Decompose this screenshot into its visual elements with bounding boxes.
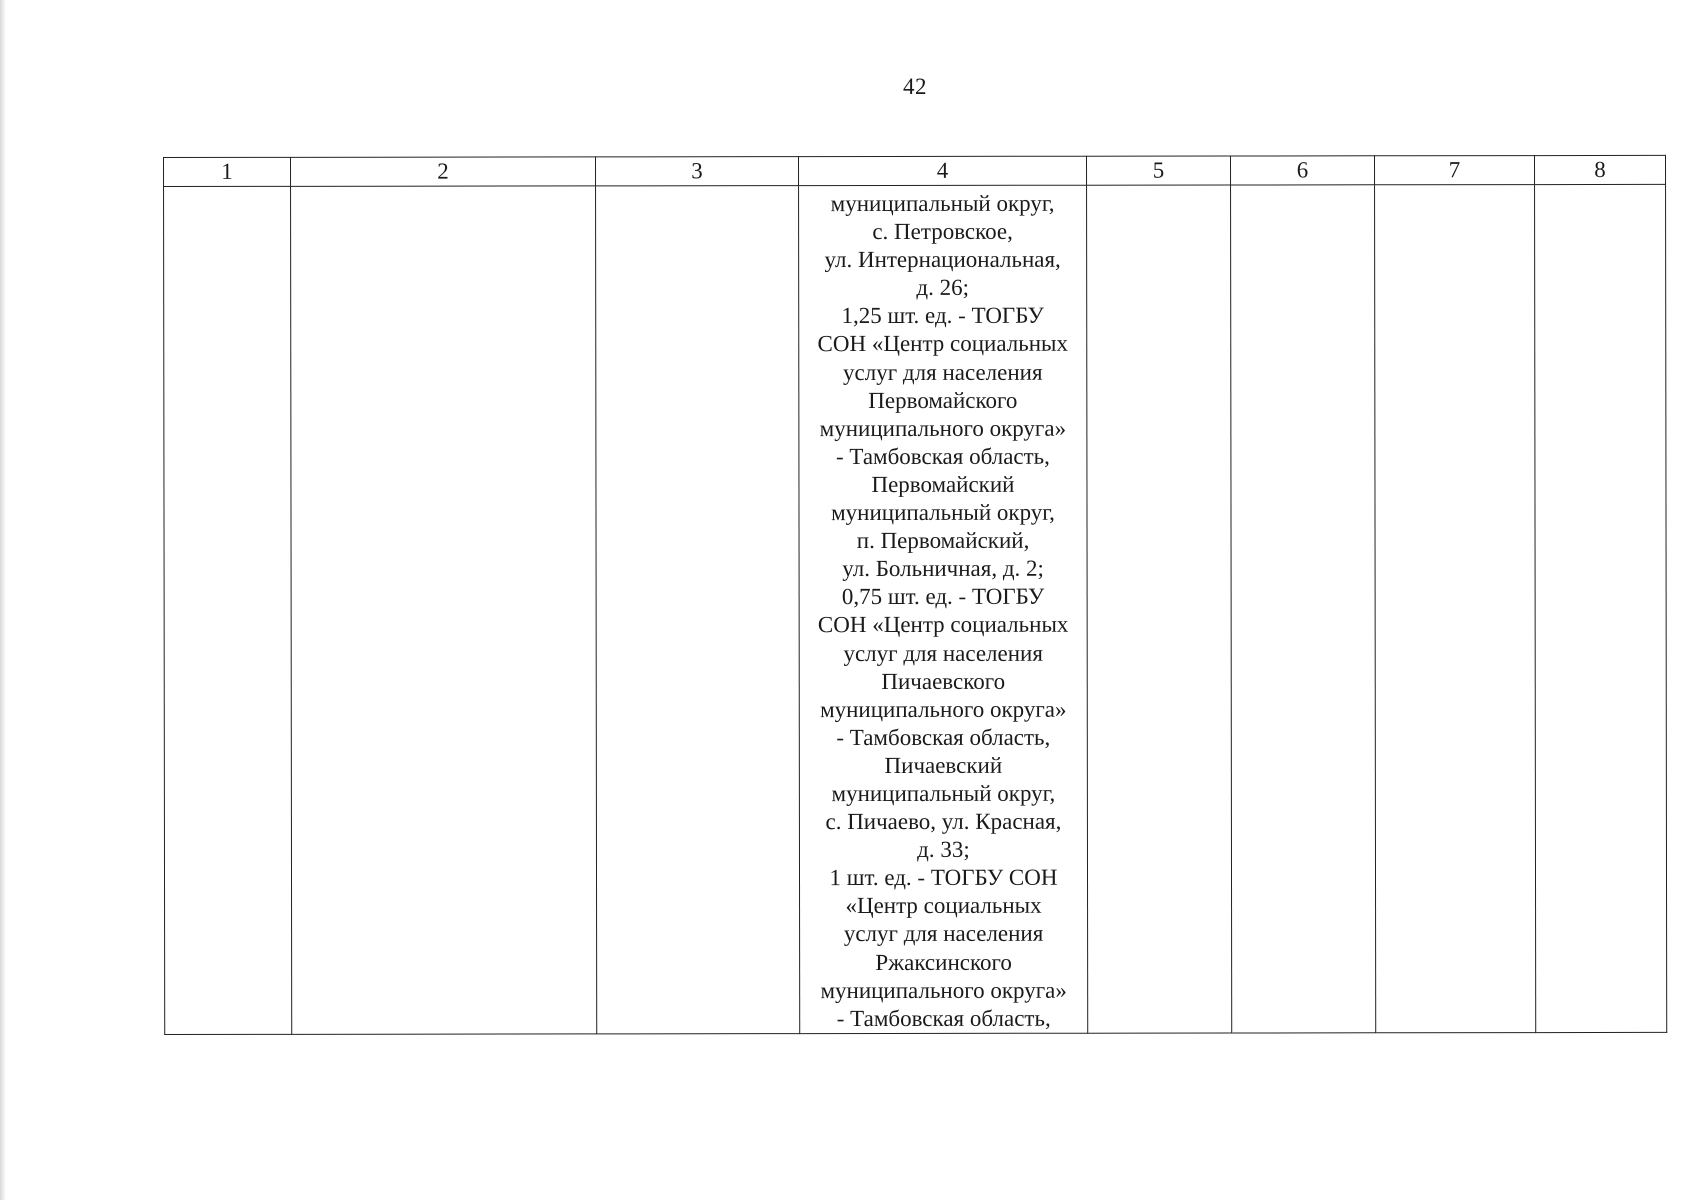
text-line: муниципального округа»: [819, 415, 1067, 441]
text-line: Первомайский: [871, 471, 1015, 497]
text-line: Пичаевского: [881, 668, 1006, 694]
text-line: п. Первомайский,: [856, 527, 1030, 554]
text-line: СОН «Центр социальных: [817, 612, 1069, 638]
text-line: Первомайского: [868, 387, 1018, 413]
column-header-1: 1: [164, 157, 291, 186]
scan-edge-shadow: [0, 0, 6, 1200]
cell-col-4: [799, 185, 1088, 1033]
cell-col-3: [596, 186, 800, 1034]
text-line: муниципального округа»: [820, 977, 1067, 1003]
text-line: муниципальный округ,: [831, 499, 1055, 526]
text-line: д. 33;: [917, 837, 970, 863]
text-line: ул. Больничная, д. 2;: [842, 555, 1044, 582]
text-line: услуг для населения: [843, 359, 1043, 385]
cell-col-7: [1375, 185, 1536, 1033]
text-line: Ржаксинского: [875, 949, 1012, 975]
text-line: с. Пичаево, ул. Красная,: [825, 808, 1062, 835]
text-line: - Тамбовская область,: [835, 443, 1050, 469]
column-header-6: 6: [1230, 156, 1374, 185]
text-line: муниципального округа»: [820, 696, 1067, 722]
cell-col-1: [164, 186, 292, 1034]
column-header-8: 8: [1534, 155, 1665, 184]
cell-col-8: [1535, 184, 1667, 1032]
text-line: «Центр социальных: [845, 893, 1042, 919]
table-header-row: [164, 155, 1666, 186]
text-line: - Тамбовская область,: [836, 724, 1051, 750]
text-line: 1 шт. ед. - ТОГБУ СОН: [829, 865, 1058, 891]
cell-col-5: [1087, 185, 1232, 1033]
table-row: [164, 184, 1667, 1034]
text-line: ул. Интернациональная,: [824, 246, 1061, 273]
text-line: Пичаевский: [884, 752, 1003, 778]
text-line: - Тамбовская область,: [836, 1005, 1051, 1031]
column-header-3: 3: [596, 157, 799, 186]
cell-col-2: [291, 186, 597, 1034]
text-line: муниципальный округ,: [831, 780, 1056, 807]
text-line: д. 26;: [916, 275, 969, 301]
cell-col-4-text: [799, 186, 1087, 1033]
column-header-2: 2: [291, 157, 596, 186]
cell-col-6: [1231, 185, 1376, 1033]
text-line: муниципальный округ,: [830, 190, 1055, 217]
document-table: [163, 155, 1667, 1035]
text-line: с. Петровское,: [872, 218, 1013, 245]
text-line: услуг для населения: [843, 921, 1044, 947]
text-line: услуг для населения: [843, 640, 1043, 666]
text-line: СОН «Центр социальных: [817, 331, 1069, 357]
column-header-7: 7: [1374, 156, 1534, 185]
column-header-5: 5: [1086, 156, 1230, 185]
page-number: 42: [903, 74, 927, 99]
column-header-4: 4: [799, 156, 1087, 185]
text-line: 0,75 шт. ед. - ТОГБУ: [841, 584, 1045, 610]
text-line: 1,25 шт. ед. - ТОГБУ: [841, 303, 1044, 329]
